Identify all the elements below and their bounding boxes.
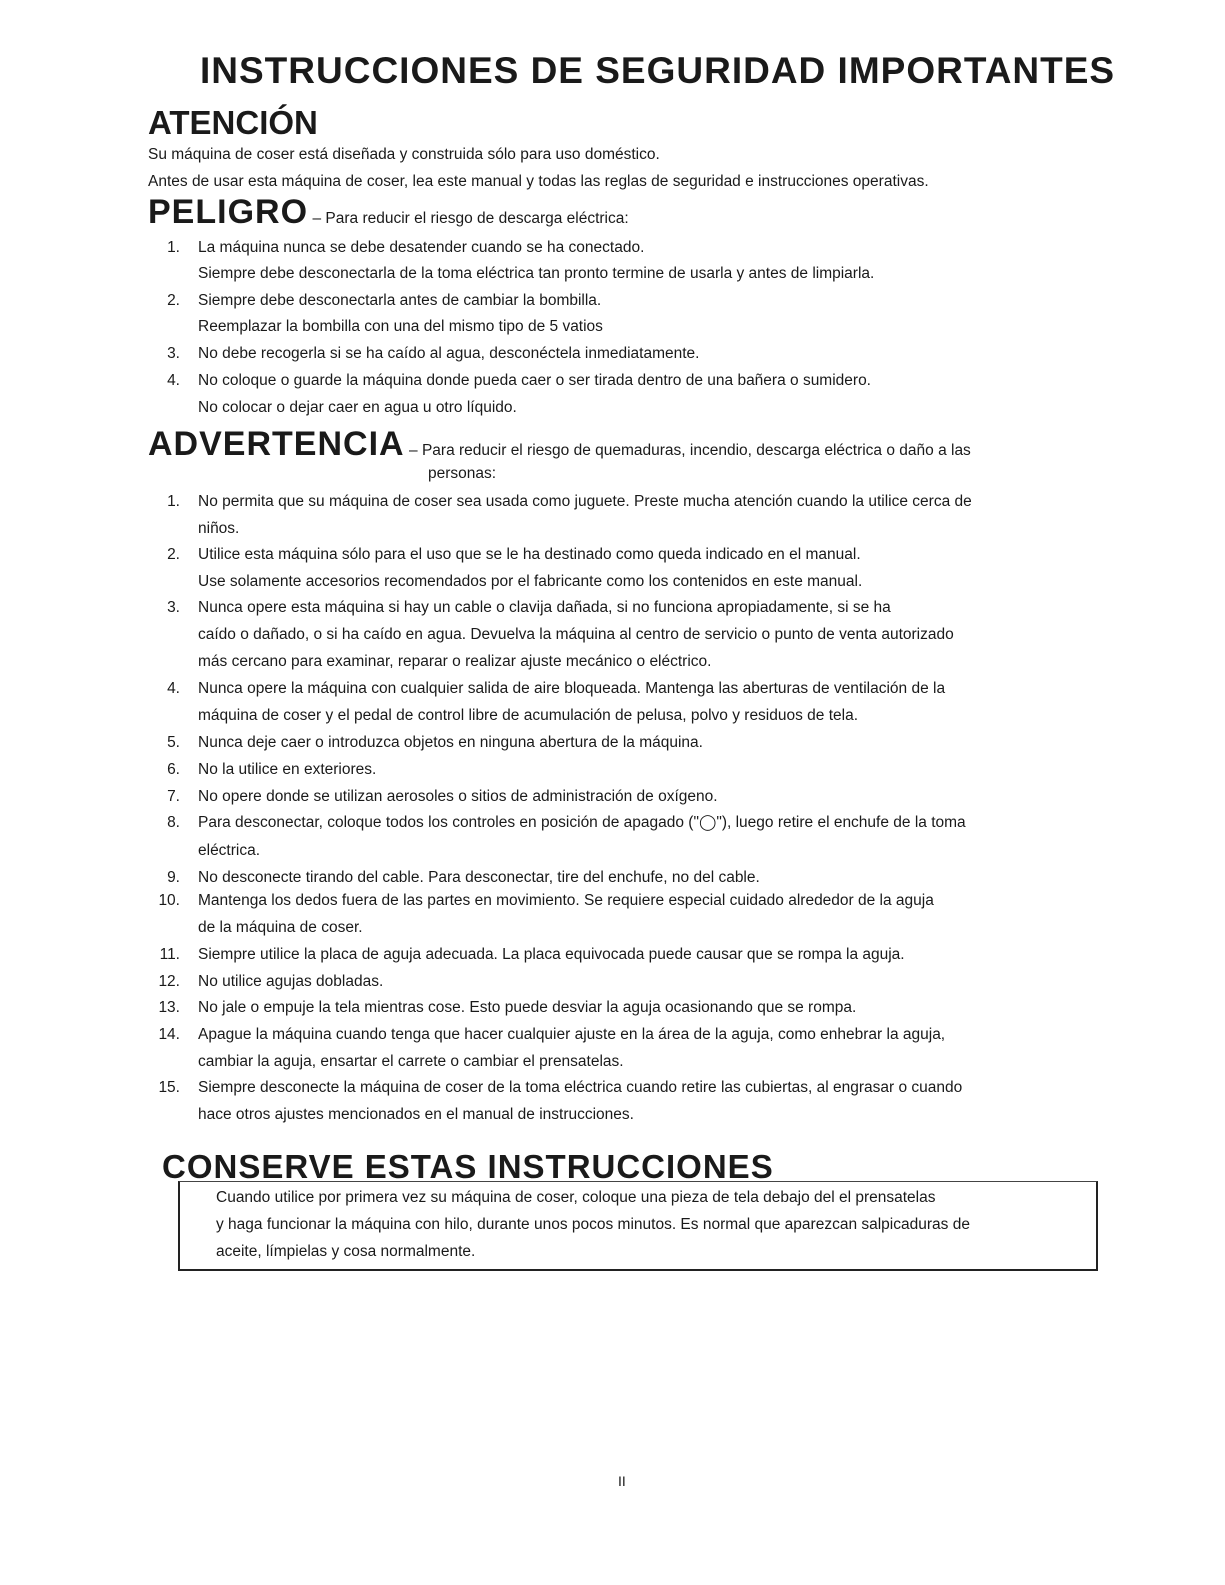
peligro-word: PELIGRO [148,193,309,231]
advertencia-item-number: 10. [158,892,180,909]
peligro-item-number: 1. [167,239,180,256]
notice-line: Cuando utilice por primera vez su máquina de coser, coloque una pieza de tela debajo del el prensatelas [216,1189,936,1206]
peligro-item-line: Reemplazar la bombilla con una del mismo tipo de 5 vatios [198,318,603,335]
advertencia-item-number: 11. [159,946,180,963]
advertencia-item-number: 6. [167,761,180,778]
advertencia-item-line: eléctrica. [198,842,261,859]
advertencia-item-line: hace otros ajustes mencionados en el manual de instrucciones. [198,1106,634,1123]
advertencia-word: ADVERTENCIA [148,425,405,463]
advertencia-item-number: 2. [167,546,180,563]
advertencia-heading [148,425,971,464]
advertencia-item-line: máquina de coser y el pedal de control libre de acumulación de pelusa, polvo y residuos de tela. [198,707,859,724]
advertencia-item-number: 13. [158,999,180,1016]
advertencia-item-line: No utilice agujas dobladas. [198,973,384,990]
advertencia-item-number: 14. [158,1026,180,1043]
advertencia-item-line: Siempre utilice la placa de aguja adecuada. La placa equivocada puede causar que se rompa la aguja. [198,946,905,963]
advertencia-item-line: No permita que su máquina de coser sea usada como juguete. Preste mucha atención cuando la utilice cerca de [198,493,972,510]
peligro-item-line: No coloque o guarde la máquina donde pueda caer o ser tirada dentro de una bañera o sumidero. [198,372,871,389]
advertencia-item-line: Use solamente accesorios recomendados por el fabricante como los contenidos en este manual. [198,573,863,590]
advertencia-item-number: 4. [167,680,180,697]
advertencia-item-line: más cercano para examinar, reparar o realizar ajuste mecánico o eléctrico. [198,653,712,670]
peligro-item-number: 3. [167,345,180,362]
advertencia-item-line: Nunca opere la máquina con cualquier salida de aire bloqueada. Mantenga las aberturas de ventilación de la [198,680,946,697]
notice-line: y haga funcionar la máquina con hilo, durante unos pocos minutos. Es normal que aparezcan salpicaduras de [216,1216,970,1233]
peligro-item-line: La máquina nunca se debe desatender cuando se ha conectado. [198,239,645,256]
advertencia-item-line: Siempre desconecte la máquina de coser de la toma eléctrica cuando retire las cubiertas, al engrasar o cuando [198,1079,963,1096]
advertencia-subtitle: – Para reducir el riesgo de quemaduras, incendio, descarga eléctrica o daño a las [409,442,971,459]
conserve-heading: CONSERVE ESTAS INSTRUCCIONES [162,1148,774,1185]
notice-line: aceite, límpielas y cosa normalmente. [216,1243,476,1260]
page-title: INSTRUCCIONES DE SEGURIDAD IMPORTANTES [200,50,1116,91]
advertencia-item-line: Mantenga los dedos fuera de las partes en movimiento. Se requiere especial cuidado alrededor de la aguja [198,892,934,909]
advertencia-item-line: No jale o empuje la tela mientras cose. Esto puede desviar la aguja ocasionando que se rompa. [198,999,857,1016]
advertencia-item-line: caído o dañado, o si ha caído en agua. Devuelva la máquina al centro de servicio o punto de venta autorizado [198,626,954,643]
peligro-item-number: 4. [167,372,180,389]
atencion-heading: ATENCIÓN [148,104,318,141]
peligro-item-line: Siempre debe desconectarla de la toma eléctrica tan pronto termine de usarla y antes de limpiarla. [198,265,875,282]
advertencia-item-line: Nunca opere esta máquina si hay un cable o clavija dañada, si no funciona apropiadamente, si se ha [198,599,891,616]
advertencia-item-line: cambiar la aguja, ensartar el carrete o cambiar el prensatelas. [198,1053,624,1070]
peligro-item-line: No colocar o dejar caer en agua u otro líquido. [198,399,517,416]
advertencia-item-line: niños. [198,520,240,537]
advertencia-item-line: Nunca deje caer o introduzca objetos en ninguna abertura de la máquina. [198,734,703,751]
advertencia-item-number: 15. [158,1079,180,1096]
page-number: II [618,1473,626,1489]
advertencia-item-number: 9. [167,869,180,886]
advertencia-item-line: Apague la máquina cuando tenga que hacer cualquier ajuste en la área de la aguja, como enhebrar la aguja, [198,1026,946,1043]
peligro-item-line: Siempre debe desconectarla antes de cambiar la bombilla. [198,292,602,309]
peligro-item-line: No debe recogerla si se ha caído al agua, desconéctela inmediatamente. [198,345,700,362]
advertencia-item-number: 7. [167,788,180,805]
advertencia-item-line: de la máquina de coser. [198,919,363,936]
advertencia-item-line: Para desconectar, coloque todos los controles en posición de apagado ("◯"), luego retire el enchufe de la toma [198,814,966,831]
atencion-line: Antes de usar esta máquina de coser, lea este manual y todas las reglas de seguridad e instrucciones operativas. [148,173,929,190]
advertencia-item-number: 5. [167,734,180,751]
advertencia-item-number: 8. [167,814,180,831]
advertencia-item-line: No opere donde se utilizan aerosoles o sitios de administración de oxígeno. [198,788,718,805]
atencion-line: Su máquina de coser está diseñada y construida sólo para uso doméstico. [148,146,660,163]
advertencia-item-line: No la utilice en exteriores. [198,761,377,778]
advertencia-item-line: Utilice esta máquina sólo para el uso que se le ha destinado como queda indicado en el manual. [198,546,861,563]
peligro-subtitle: – Para reducir el riesgo de descarga eléctrica: [312,210,629,227]
advertencia-subtitle-cont: personas: [428,465,497,482]
advertencia-item-number: 3. [167,599,180,616]
advertencia-item-line: No desconecte tirando del cable. Para desconectar, tire del enchufe, no del cable. [198,869,760,886]
advertencia-item-number: 12. [158,973,180,990]
peligro-heading [148,193,629,232]
advertencia-item-number: 1. [167,493,180,510]
peligro-item-number: 2. [167,292,180,309]
